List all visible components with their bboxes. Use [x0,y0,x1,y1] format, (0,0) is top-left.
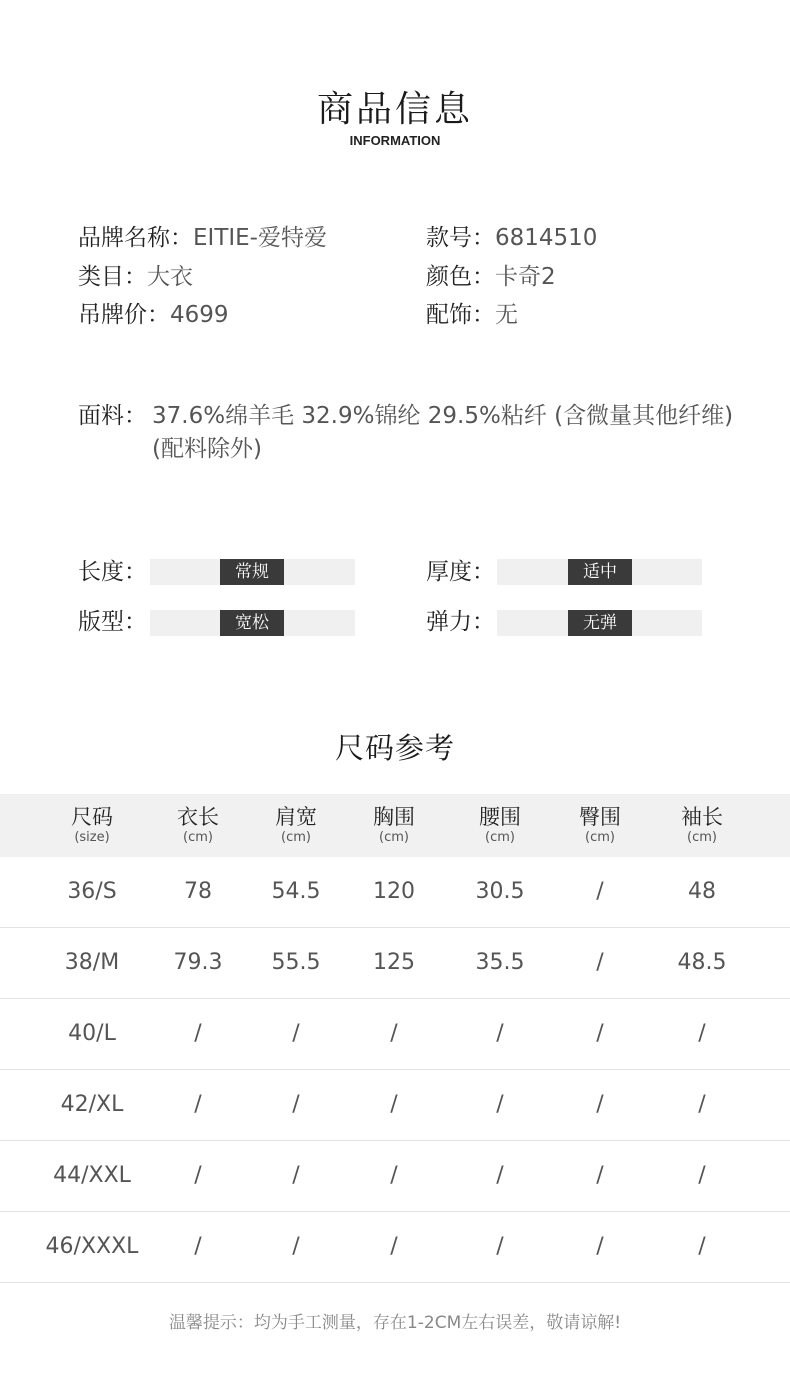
column-unit: (cm) [485,830,515,845]
table-cell: 46/XXXL [45,1234,139,1259]
column-name: 肩宽 [275,805,317,829]
thickness-label: 厚度： [426,559,495,585]
table-cell: 55.5 [271,950,321,975]
page-title: 商品信息 [316,89,473,130]
table-cell: / [596,1163,604,1188]
price-row [78,300,229,330]
table-cell: 78 [184,879,212,904]
column-unit: (size) [74,830,110,845]
table-cell: 36/S [67,879,117,904]
color-value: 卡奇2 [495,264,556,290]
table-cell: / [596,1092,604,1117]
table-cell: / [194,1234,202,1259]
table-cell: / [596,879,604,904]
table-cell: / [698,1092,706,1117]
table-row [0,1070,790,1141]
brand-row [78,223,327,253]
column-name: 臀围 [579,805,621,829]
fabric-composition: 37.6%绵羊毛 32.9%锦纶 29.5%粘纤 (含微量其他纤维) [152,403,734,429]
header-waist [450,804,550,846]
table-cell: 48 [688,879,716,904]
table-cell: / [390,1234,398,1259]
column-unit: (cm) [379,830,409,845]
size-table-header [0,794,790,857]
column-name: 胸围 [373,805,415,829]
price-label: 吊牌价： [78,302,170,328]
table-row [0,1212,790,1283]
table-row [0,999,790,1070]
style-number-value: 6814510 [495,225,598,251]
length-label: 长度： [78,559,147,585]
column-name: 衣长 [177,805,219,829]
brand-label: 品牌名称： [78,225,193,251]
column-name: 尺码 [71,805,113,829]
column-unit: (cm) [687,830,717,845]
table-cell: 38/M [64,950,120,975]
table-cell: / [698,1234,706,1259]
table-cell: 48.5 [677,950,727,975]
elasticity-scale [497,610,702,636]
table-row [0,1141,790,1212]
header-shoulder [246,804,346,846]
fabric-note: (配料除外) [152,436,262,462]
table-row [0,928,790,999]
table-cell: / [596,1021,604,1046]
fabric-label: 面料： [78,403,147,429]
table-cell: / [390,1092,398,1117]
header-sleeve [652,804,752,846]
table-cell: / [698,1163,706,1188]
length-value-chip: 常规 [220,559,284,585]
table-cell: / [292,1234,300,1259]
column-name: 袖长 [681,805,723,829]
color-label: 颜色： [426,264,495,290]
style-number-row [426,223,597,253]
table-cell: / [292,1021,300,1046]
table-cell: 42/XL [60,1092,124,1117]
elasticity-label: 弹力： [426,609,495,635]
header-size [42,804,142,846]
table-cell: 125 [373,950,415,975]
accessory-value: 无 [495,302,518,328]
accessory-label: 配饰： [426,302,495,328]
table-cell: / [496,1163,504,1188]
table-cell: / [698,1021,706,1046]
fit-label: 版型： [78,609,147,635]
table-cell: 35.5 [475,950,525,975]
style-number-label: 款号： [426,225,495,251]
brand-value: EITIE-爱特爱 [193,225,327,251]
measurement-tip: 温馨提示：均为手工测量，存在1-2CM左右误差，敬请谅解! [168,1313,622,1333]
thickness-scale [497,559,702,585]
column-name: 腰围 [479,805,521,829]
table-cell: / [390,1163,398,1188]
size-chart-title: 尺码参考 [334,731,455,765]
table-cell: / [194,1163,202,1188]
table-cell: 30.5 [475,879,525,904]
table-cell: / [390,1021,398,1046]
table-cell: / [194,1021,202,1046]
thickness-value-chip: 适中 [568,559,632,585]
elasticity-value-chip: 无弹 [568,610,632,636]
table-cell: / [292,1092,300,1117]
table-cell: / [496,1234,504,1259]
table-cell: / [292,1163,300,1188]
fit-value-chip: 宽松 [220,610,284,636]
length-scale [150,559,355,585]
header-chest [344,804,444,846]
column-unit: (cm) [281,830,311,845]
category-value: 大衣 [147,264,193,290]
table-cell: 79.3 [173,950,223,975]
table-cell: 54.5 [271,879,321,904]
table-row [0,857,790,928]
column-unit: (cm) [585,830,615,845]
table-cell: 40/L [68,1021,116,1046]
table-cell: / [496,1092,504,1117]
table-cell: 120 [373,879,415,904]
table-cell: / [596,1234,604,1259]
table-cell: / [496,1021,504,1046]
price-value: 4699 [170,302,229,328]
fit-scale [150,610,355,636]
table-cell: / [596,950,604,975]
header-length [148,804,248,846]
accessory-row [426,300,518,330]
category-label: 类目： [78,264,147,290]
column-unit: (cm) [183,830,213,845]
page-subtitle: INFORMATION [349,133,441,148]
header-hip [550,804,650,846]
category-row [78,262,193,292]
color-row [426,262,556,292]
table-cell: 44/XXL [53,1163,131,1188]
table-cell: / [194,1092,202,1117]
